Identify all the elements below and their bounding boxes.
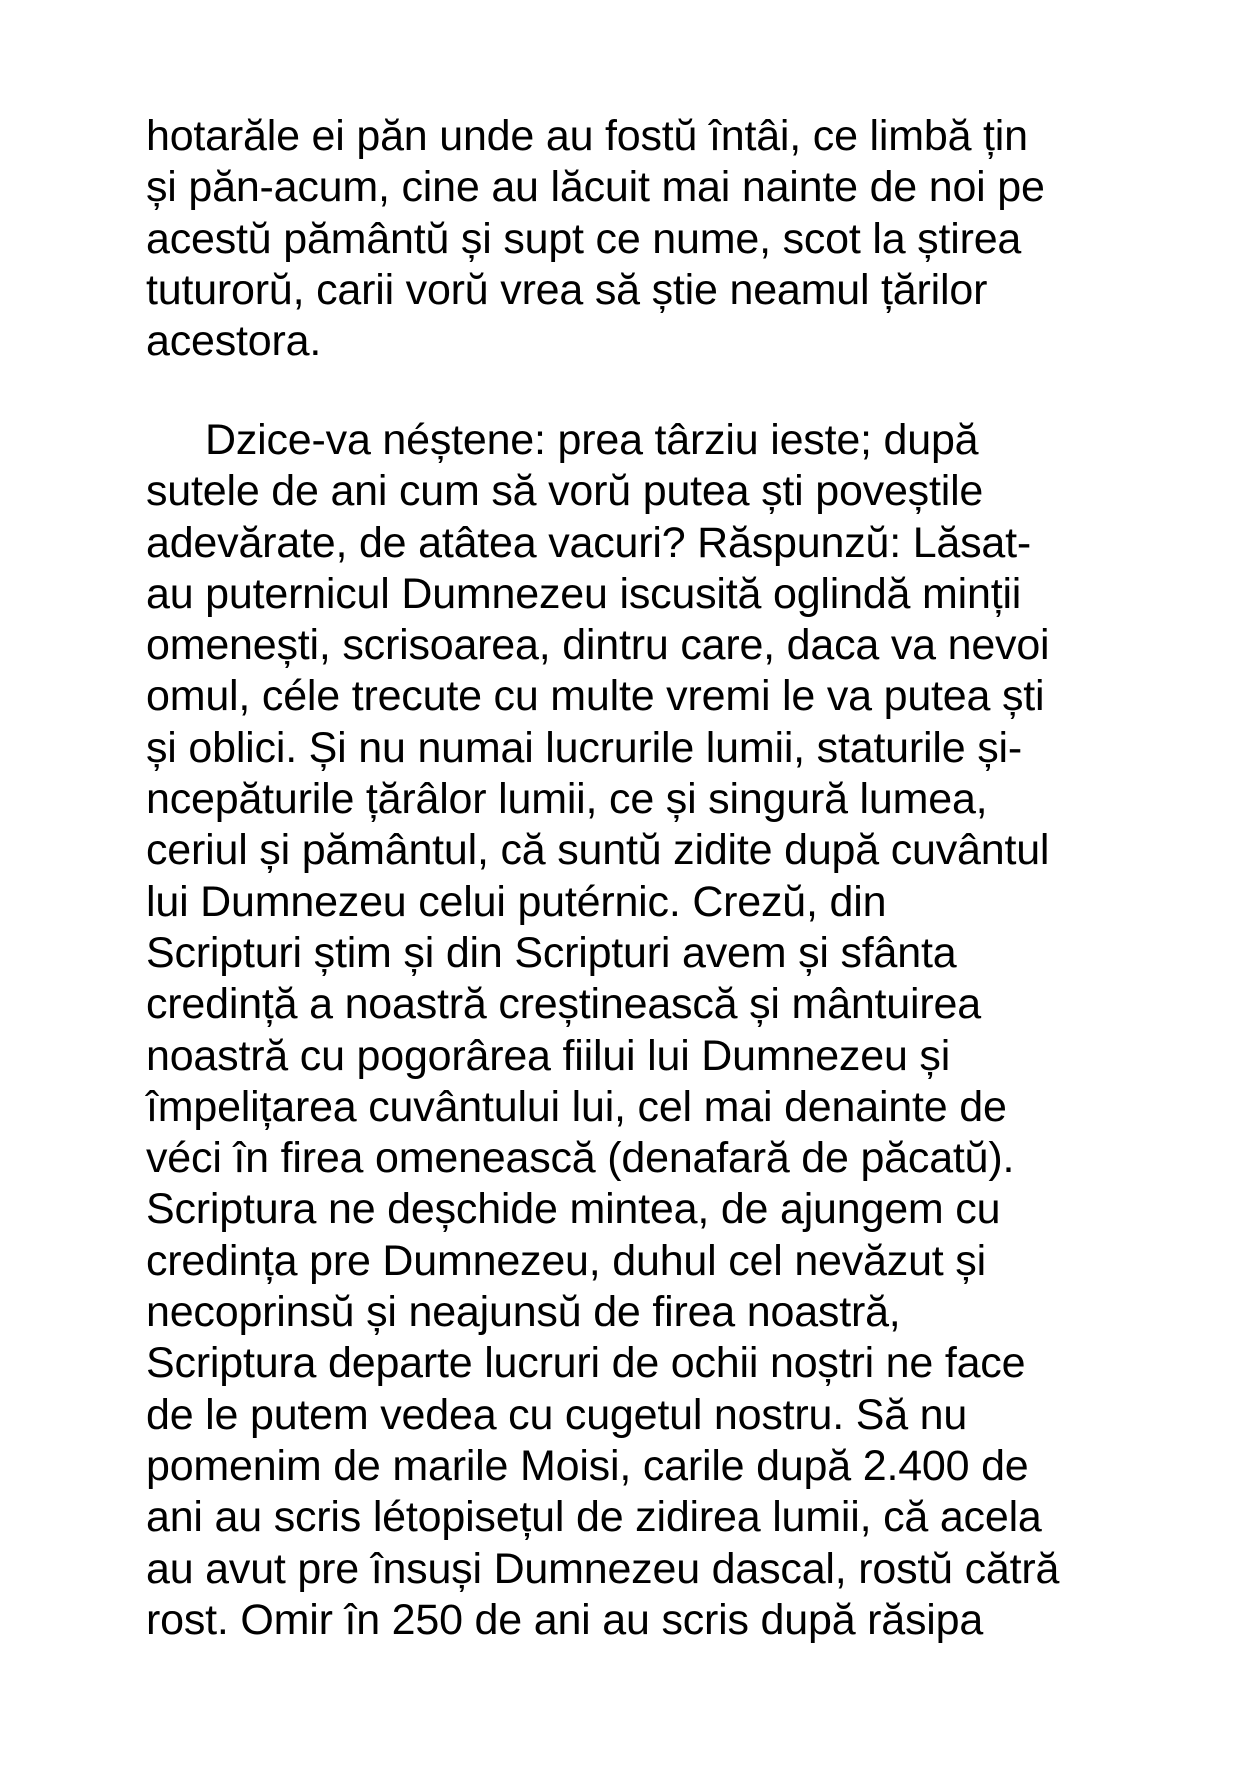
text-line: hotarăle ei păn unde au fostŭ întâi, ce limbă țin (146, 112, 1028, 160)
text-line: omul, céle trecute cu multe vremi le va putea ști (146, 672, 1045, 721)
text-line: acestora. (146, 317, 322, 366)
text-line: véci în firea omenească (denafară de păcatŭ). (146, 1134, 1015, 1183)
text-line: ani au scris létopisețul de zidirea lumii, că acela (146, 1493, 1042, 1542)
text-line: ceriul și pământul, că suntŭ zidite după cuvântul (146, 826, 1050, 875)
text-line: necoprinsŭ și neajunsŭ de firea noastră, (146, 1288, 901, 1337)
text-line: tuturorŭ, carii vorŭ vrea să știe neamul țărilor (146, 265, 988, 314)
text-line: credință a noastră creștinească și mântuirea (146, 980, 981, 1029)
text-line: și oblici. Și nu numai lucrurile lumii, staturile și- (146, 723, 1022, 772)
text-line: rost. Omir în 250 de ani au scris după răsipa (146, 1595, 984, 1644)
paragraph-1 (146, 111, 1146, 367)
text-line-indented: Dzice-va néștene: prea târziu ieste; după (205, 416, 979, 464)
text-line: sutele de ani cum să vorŭ putea ști poveștile (146, 467, 984, 516)
paragraph-2 (146, 415, 1146, 1646)
text-line: Scriptura ne deșchide mintea, de ajungem cu (146, 1185, 1001, 1234)
text-line: credința pre Dumnezeu, duhul cel nevăzut și (146, 1236, 986, 1285)
text-line: noastră cu pogorârea fiilui lui Dumnezeu și (146, 1031, 951, 1080)
text-line: omenești, scrisoarea, dintru care, daca va nevoi (146, 621, 1050, 670)
text-line: și păn-acum, cine au lăcuit mai nainte de noi pe (146, 163, 1045, 212)
text-line: lui Dumnezeu celui putérnic. Crezŭ, din (146, 877, 887, 926)
text-line: adevărate, de atâtea vacuri? Răspunzŭ: Lăsat- (146, 518, 1032, 567)
text-line: de le putem vedea cu cugetul nostru. Să nu (146, 1390, 968, 1439)
text-line: ncepăturile țărâlor lumii, ce și singură lumea, (146, 775, 988, 824)
text-line: au avut pre însuși Dumnezeu dascal, rostŭ cătră (146, 1544, 1060, 1593)
text-line: Scriptura departe lucruri de ochii noștri ne face (146, 1339, 1026, 1388)
text-line: acestŭ pământŭ și supt ce nume, scot la știrea (146, 214, 1022, 263)
text-line: împelițarea cuvântului lui, cel mai denainte de (146, 1082, 1007, 1131)
text-line: au puternicul Dumnezeu iscusită oglindă minții (146, 569, 1022, 618)
text-line: Scripturi știm și din Scripturi avem și sfânta (146, 928, 957, 977)
text-line: pomenim de marile Moisi, carile după 2.400 de (146, 1441, 1029, 1490)
